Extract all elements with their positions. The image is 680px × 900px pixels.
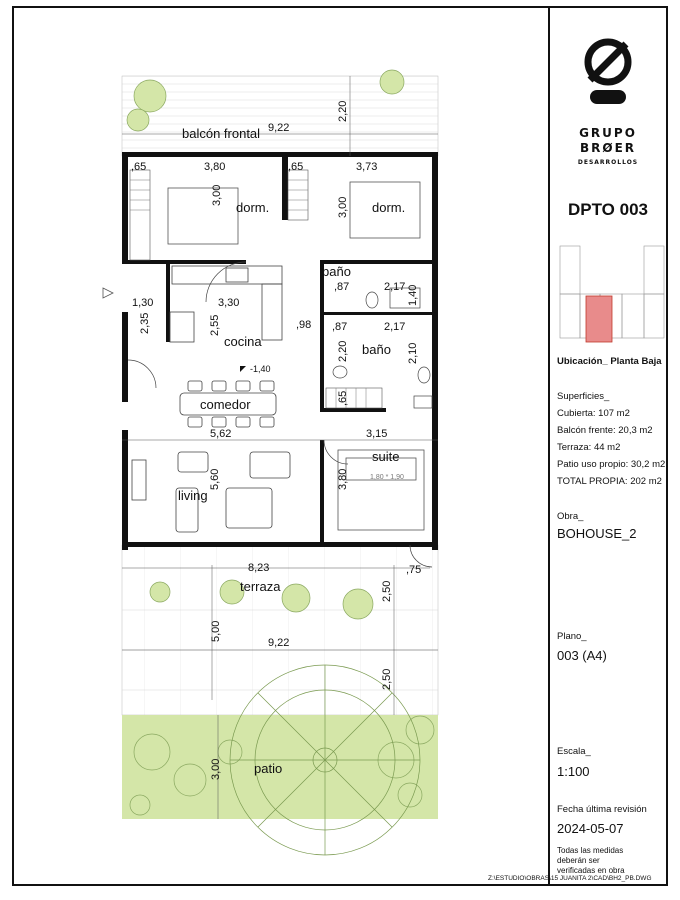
obra-value: BOHOUSE_2	[557, 526, 637, 541]
dim-balcon-width: 9,22	[268, 122, 290, 134]
dim-suite-depth: 3,80	[337, 468, 349, 490]
room-label-patio: patio	[254, 761, 283, 776]
room-label-dorm-2: dorm.	[372, 200, 406, 215]
dim-patio-width: 9,22	[268, 637, 290, 649]
dim-dorm2-width: 3,73	[356, 161, 378, 173]
dim-terraza-width: 8,23	[248, 562, 270, 574]
escala-value: 1:100	[557, 764, 590, 779]
tree-canopy	[230, 665, 420, 855]
dim-65-c: ,65	[337, 390, 349, 406]
fecha-value: 2024-05-07	[557, 821, 624, 836]
dim-patio-depth: 2,50	[381, 668, 393, 690]
unit-title: DPTO 003	[567, 200, 648, 219]
superficies-label: Superficies_	[557, 391, 610, 402]
dim-220: 2,20	[337, 340, 349, 362]
room-label-dorm-1: dorm.	[236, 200, 270, 215]
ubicacion-value: Planta Baja	[610, 356, 662, 367]
measurement-note	[557, 846, 625, 876]
dim-living-depth: 5,60	[209, 468, 221, 490]
dim-bano2-width: 2,17	[384, 321, 406, 333]
brand-logo-icon	[550, 26, 666, 116]
dim-65-a: ,65	[131, 161, 147, 173]
dim-bed: 1,80 * 1,90	[370, 474, 404, 481]
room-label-terraza: terraza	[240, 579, 281, 594]
sup-total: TOTAL PROPIA: 202 m2	[557, 476, 662, 487]
level-marker	[240, 366, 246, 372]
sup-patio: Patio uso propio: 30,2 m2	[557, 459, 666, 470]
dim-cocina-depth: 2,55	[209, 314, 221, 336]
room-label-living: living	[178, 488, 208, 503]
dim-65-b: ,65	[288, 161, 304, 173]
dim-bano1-width: 2,17	[384, 281, 406, 293]
dim-hall-130: 1,30	[132, 297, 154, 309]
note-line-3: verificadas en obra	[557, 866, 625, 875]
dim-suite-width: 3,15	[366, 428, 388, 440]
room-label-bano-1: baño	[322, 264, 351, 279]
note-line-2: deberán ser	[557, 856, 600, 865]
brand-name-line3: DESARROLLOS	[577, 159, 639, 166]
dim-total-depth: 5,00	[210, 620, 222, 642]
brand-name-line1: GRUPO	[579, 126, 637, 140]
dim-75: ,75	[406, 564, 422, 576]
sup-cubierta: Cubierta: 107 m2	[557, 408, 630, 419]
note-line-1: Todas las medidas	[557, 846, 624, 855]
ubicacion-label	[557, 356, 662, 367]
dim-level: -1,40	[250, 364, 271, 374]
dim-patio-depth-2: 3,00	[210, 758, 222, 780]
dim-dorm2-depth: 3,00	[337, 196, 349, 218]
dim-hall-235: 2,35	[139, 312, 151, 334]
dim-dorm1-width: 3,80	[204, 161, 226, 173]
location-key-plan	[550, 244, 666, 344]
dim-210: 2,10	[407, 342, 419, 364]
dim-dorm1-depth: 3,00	[211, 184, 223, 206]
plano-value: 003 (A4)	[557, 648, 607, 663]
sup-balcon: Balcón frente: 20,3 m2	[557, 425, 653, 436]
dim-87-a: ,87	[334, 281, 350, 293]
floor-plan	[14, 8, 548, 884]
escala-label: Escala_	[557, 746, 591, 757]
highlighted-unit	[586, 296, 612, 342]
entry-arrow	[103, 288, 113, 298]
dim-cocina-width: 3,30	[218, 297, 240, 309]
sup-terraza: Terraza: 44 m2	[557, 442, 621, 453]
dim-bano1-depth: 1,40	[407, 284, 419, 306]
file-path: Z:\ESTUDIO\OBRAS\15 JUANITA 2\CAD\BH2_PB.DWG	[488, 875, 652, 882]
title-block	[550, 8, 666, 884]
obra-label: Obra_	[557, 511, 584, 522]
brand-name-line2: BRØER	[579, 141, 637, 155]
room-label-cocina: cocina	[224, 334, 262, 349]
room-label-bano-2: baño	[362, 342, 391, 357]
dim-living-width: 5,62	[210, 428, 232, 440]
plano-label: Plano_	[557, 631, 587, 642]
fecha-label: Fecha última revisión	[557, 804, 647, 815]
room-label-suite: suite	[372, 449, 400, 464]
dim-87-b: ,87	[332, 321, 348, 333]
dim-balcon-depth: 2,20	[337, 100, 349, 122]
dim-pasillo: ,98	[296, 319, 312, 331]
dim-terraza-depth: 2,50	[381, 580, 393, 602]
room-label-balcon: balcón frontal	[182, 126, 261, 141]
room-label-comedor: comedor	[200, 397, 251, 412]
ubicacion-label-text: Ubicación_	[557, 356, 608, 367]
